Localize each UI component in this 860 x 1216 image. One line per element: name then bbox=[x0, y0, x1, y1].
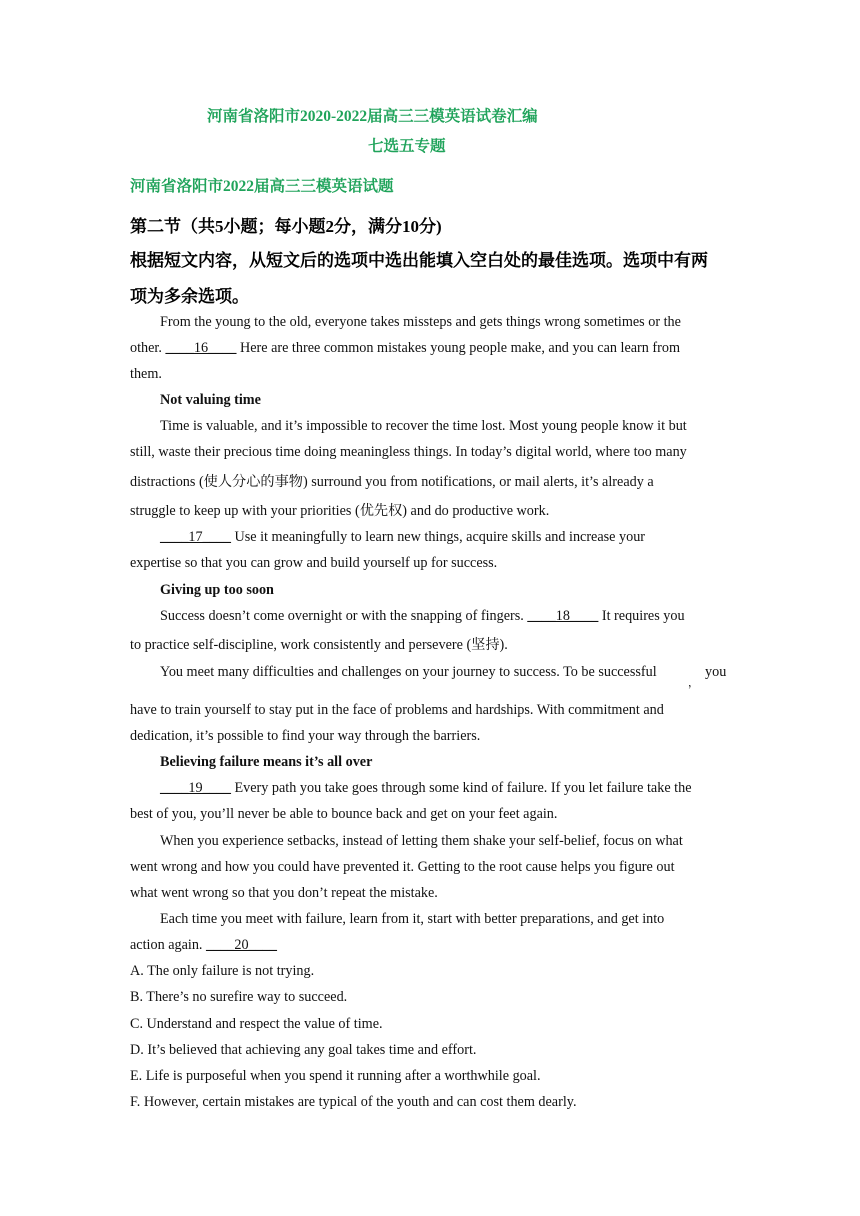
blank-20: ____20____ bbox=[206, 937, 277, 953]
passage-line: distractions (使人分心的事物) surround you from notifications, or mail alerts, it’s already a bbox=[130, 474, 654, 490]
option-d: D. It’s believed that achieving any goal takes time and effort. bbox=[130, 1042, 477, 1058]
section-heading: 第二节（共5小题；每小题2分，满分10分) bbox=[130, 217, 442, 236]
option-b: B. There’s no surefire way to succeed. bbox=[130, 989, 348, 1005]
subheading-not-valuing-time: Not valuing time bbox=[160, 392, 261, 408]
passage-line: struggle to keep up with your priorities (优先权) and do productive work. bbox=[130, 503, 550, 519]
passage-text: Here are three common mistakes young people make, and you can learn from bbox=[236, 340, 680, 356]
passage-line: to practice self-discipline, work consistently and persevere (坚持). bbox=[130, 637, 508, 653]
blank-16: ____16____ bbox=[165, 340, 237, 356]
passage-line bbox=[160, 608, 685, 625]
option-a: A. The only failure is not trying. bbox=[130, 963, 315, 979]
blank-18: ____18____ bbox=[527, 608, 599, 624]
passage-text: Use it meaningfully to learn new things, acquire skills and increase your bbox=[230, 529, 646, 545]
passage-line: dedication, it’s possible to find your way through the barriers. bbox=[130, 728, 481, 744]
passage-line: You meet many difficulties and challenges on your journey to success. To be successful bbox=[160, 664, 657, 680]
passage-line: Each time you meet with failure, learn from it, start with better preparations, and get into bbox=[160, 911, 665, 927]
passage-line: best of you, you’ll never be able to bounce back and get on your feet again. bbox=[130, 806, 558, 822]
passage-line: what went wrong so that you don’t repeat the mistake. bbox=[130, 885, 438, 901]
instruction-line-1: 根据短文内容，从短文后的选项中选出能填入空白处的最佳选项。选项中有两 bbox=[130, 251, 708, 270]
option-f: F. However, certain mistakes are typical of the youth and can cost them dearly. bbox=[130, 1094, 577, 1110]
comma-mark: ， bbox=[688, 677, 699, 689]
passage-line: went wrong and how you could have prevented it. Getting to the root cause helps you figure out bbox=[130, 859, 675, 875]
blank-19: ____19____ bbox=[160, 780, 231, 796]
option-e: E. Life is purposeful when you spend it running after a worthwhile goal. bbox=[130, 1068, 541, 1084]
passage-line: have to train yourself to stay put in the face of problems and hardships. With commitment and bbox=[130, 702, 664, 718]
passage-text: It requires you bbox=[598, 608, 685, 624]
document-title: 河南省洛阳市2020-2022届高三三模英语试卷汇编 bbox=[207, 108, 538, 125]
blank-17: ____17____ bbox=[160, 529, 231, 545]
passage-line: Time is valuable, and it’s impossible to recover the time lost. Most young people know it but bbox=[160, 418, 687, 434]
passage-line: When you experience setbacks, instead of letting them shake your self-belief, focus on what bbox=[160, 833, 683, 849]
passage-line: expertise so that you can grow and build yourself up for success. bbox=[130, 555, 498, 571]
passage-line bbox=[130, 340, 680, 357]
instruction-line-2: 项为多余选项。 bbox=[130, 287, 249, 306]
paper-title: 河南省洛阳市2022届高三三模英语试题 bbox=[130, 178, 394, 195]
passage-text: other. bbox=[130, 340, 166, 356]
passage-text: Every path you take goes through some kind of failure. If you let failure take the bbox=[230, 780, 692, 796]
passage-text: action again. bbox=[130, 937, 207, 953]
passage-line bbox=[160, 529, 645, 546]
passage-line: still, waste their precious time doing meaningless things. In today’s digital world, where too many bbox=[130, 444, 687, 460]
subheading-believing-failure: Believing failure means it’s all over bbox=[160, 754, 373, 770]
document-subtitle: 七选五专题 bbox=[368, 138, 446, 155]
passage-line: From the young to the old, everyone takes missteps and gets things wrong sometimes or the bbox=[160, 314, 681, 330]
option-c: C. Understand and respect the value of time. bbox=[130, 1016, 383, 1032]
passage-line bbox=[160, 780, 692, 797]
subheading-giving-up: Giving up too soon bbox=[160, 582, 274, 598]
passage-line bbox=[130, 937, 277, 954]
passage-text: you bbox=[705, 664, 727, 680]
passage-text: Success doesn’t come overnight or with the snapping of fingers. bbox=[160, 608, 528, 624]
passage-line: them. bbox=[130, 366, 162, 382]
